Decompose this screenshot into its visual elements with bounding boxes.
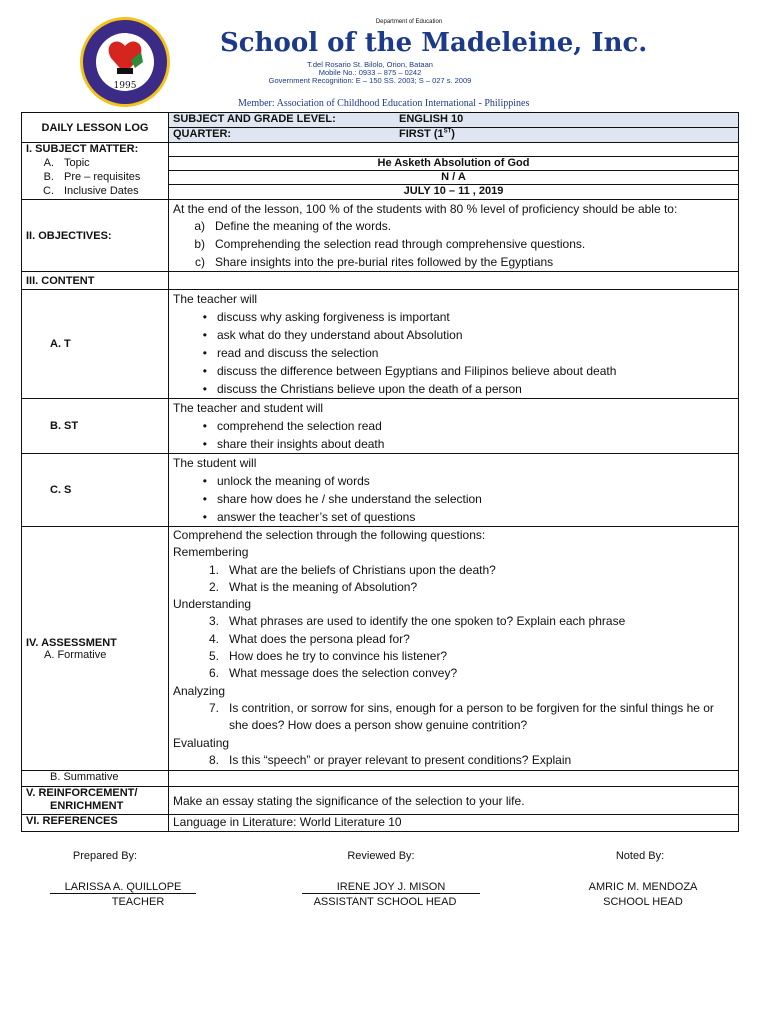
reviewed-by-caption: Reviewed By: xyxy=(347,850,415,862)
reinforcement-heading: V. REINFORCEMENT/ ENRICHMENT xyxy=(22,787,169,815)
school-address: T.del Rosario St. Bilolo, Orion, Bataan xyxy=(307,60,433,69)
inclusive-dates-value: JULY 10 – 11 , 2019 xyxy=(403,185,504,197)
objectives-heading: II. OBJECTIVES: xyxy=(22,200,169,272)
assessment-formative-label: A. Formative xyxy=(44,648,107,661)
noted-by-role: SCHOOL HEAD xyxy=(603,896,683,908)
letterhead xyxy=(0,0,768,112)
assessment-heading: IV. ASSESSMENT xyxy=(26,636,117,649)
prepared-by-caption: Prepared By: xyxy=(72,850,138,862)
school-seal-logo xyxy=(79,16,171,108)
prepared-by-name: LARISSA A. QUILLOPE xyxy=(50,881,196,894)
noted-by-caption: Noted By: xyxy=(615,850,665,862)
prerequisites-value: N / A xyxy=(169,171,738,185)
content-section-label: A. T xyxy=(22,290,169,399)
reinforcement-text: Make an essay stating the significance of the selection to your life. xyxy=(169,787,739,815)
log-title: DAILY LESSON LOG xyxy=(22,113,169,143)
prepared-by-role: TEACHER xyxy=(111,896,165,908)
school-mobile: Mobile No.: 0933 – 875 – 0242 xyxy=(318,68,422,77)
quarter-value: FIRST (1ST) xyxy=(399,128,455,140)
content-section-label: C. S xyxy=(22,454,169,527)
department-label: Department of Education xyxy=(375,19,443,25)
reviewed-by-role: ASSISTANT SCHOOL HEAD xyxy=(313,896,457,908)
svg-text:1995: 1995 xyxy=(113,81,137,91)
reviewed-by-name: IRENE JOY J. MISON xyxy=(302,881,480,894)
subject-matter-heading: I. SUBJECT MATTER: xyxy=(22,143,169,157)
membership-line: Member: Association of Childhood Education International - Philippines xyxy=(238,98,530,109)
content-heading: III. CONTENT xyxy=(22,272,169,290)
references-text: Language in Literature: World Literature 10 xyxy=(169,815,739,832)
subject-matter-labels: A. Topic B. Pre – requisites C. Inclusive Dates xyxy=(22,157,169,200)
objectives-cell: At the end of the lesson, 100 % of the students with 80 % level of proficiency should be able to: a) Define the meaning of the words. b) Comprehending the selection read through comprehensive questions. c) Share insights into the pre-burial rites followed by the Egyptians xyxy=(169,200,739,272)
content-section-st: The teacher and student will • comprehend the selection read • share their insights about death xyxy=(169,399,739,454)
subject-value: ENGLISH 10 xyxy=(399,113,464,125)
summative-label: B. Summative xyxy=(22,771,169,787)
content-section-t: The teacher will • discuss why asking forgiveness is important • ask what do they understand about Absolution • read and discuss the selection • discuss the difference between Egyptians and Filipinos believe about death • discuss the Christians believe upon the death of a person xyxy=(169,290,739,399)
school-name: School of the Madeleine, Inc. xyxy=(220,28,648,58)
content-section-label: B. ST xyxy=(22,399,169,454)
daily-lesson-log-table xyxy=(21,112,739,832)
subject-quarter-cell xyxy=(169,113,739,143)
subject-matter-values xyxy=(169,157,739,200)
noted-by-name: AMRIC M. MENDOZA xyxy=(588,881,698,893)
content-section-s: The student will • unlock the meaning of words • share how does he / she understand the selection • answer the teacher’s set of questions xyxy=(169,454,739,527)
topic-value: He Asketh Absolution of God xyxy=(169,157,738,171)
quarter-label: QUARTER: xyxy=(173,128,232,140)
school-recognition: Government Recognition: E – 150 SS. 2003; S – 027 s. 2009 xyxy=(268,76,472,85)
references-heading: VI. REFERENCES xyxy=(22,815,169,832)
assessment-heading-cell xyxy=(22,527,169,771)
assessment-cell: Comprehend the selection through the following questions: Remembering 1. What are the beliefs of Christians upon the death? 2. What is the meaning of Absolution? Understanding 3. What phrases are used to identify the one spoken to? Explain each phrase 4. What does the persona plead for? 5. How does he try to convince his listener? 6. What message does the selection convey? Analyzing 7. Is contrition, or sorrow for sins, enough for a person to be forgiven for the sinful things he or she does? How does a person show genuine contrition? Evaluating 8. Is this “speech” or prayer relevant to present conditions? Explain xyxy=(169,527,739,771)
subject-label: SUBJECT AND GRADE LEVEL: xyxy=(173,113,336,125)
